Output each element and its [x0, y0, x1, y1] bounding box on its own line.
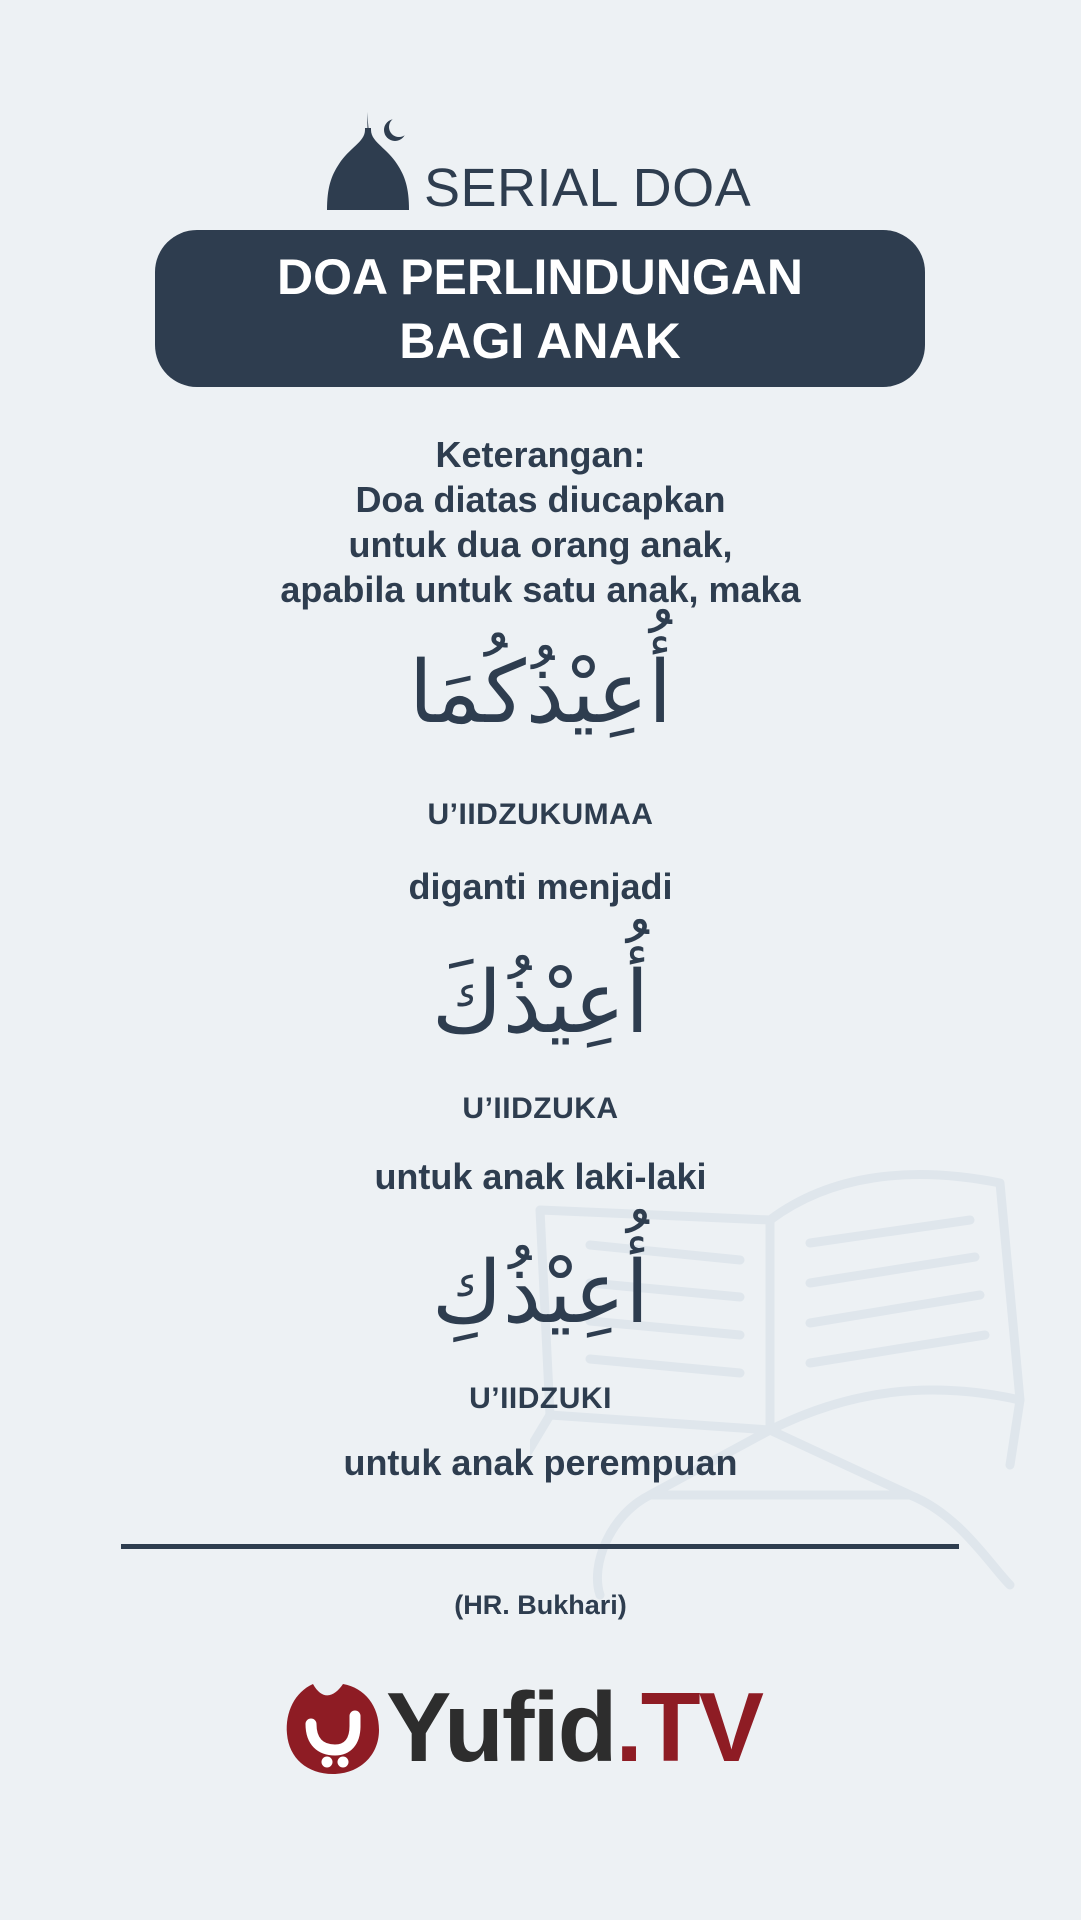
logo-text-yufid: Yufid	[386, 1672, 616, 1782]
note-heading: Keterangan:	[435, 434, 646, 475]
yufid-logo	[280, 1672, 810, 1782]
divider	[121, 1544, 959, 1549]
series-label: SERIAL DOA	[424, 158, 752, 218]
yufid-badge-icon	[283, 1676, 383, 1776]
title-line-2: BAGI ANAK	[399, 312, 681, 369]
arabic-text: أُعِيْذُكَ	[431, 953, 650, 1053]
arabic-text: أُعِيْذُكُمَا	[408, 643, 673, 743]
note-line: apabila untuk satu anak, maka	[280, 569, 801, 610]
logo-text-tv: .TV	[615, 1672, 763, 1782]
note-line: untuk dua orang anak,	[348, 524, 733, 565]
header	[0, 112, 1081, 222]
arabic-text: أُعِيْذُكِ	[431, 1243, 650, 1343]
caption: diganti menjadi	[408, 866, 673, 907]
mosque-dome-icon	[327, 112, 411, 210]
logo-wordmark	[386, 1672, 762, 1782]
title-banner	[155, 230, 925, 387]
transliteration: U’IIDZUKA	[462, 1092, 619, 1125]
title-line-1: DOA PERLINDUNGAN	[277, 248, 803, 305]
transliteration: U’IIDZUKI	[469, 1382, 612, 1415]
transliteration: U’IIDZUKUMAA	[427, 798, 654, 831]
hadith-source: (HR. Bukhari)	[454, 1590, 627, 1620]
note-line: Doa diatas diucapkan	[355, 479, 726, 520]
caption: untuk anak laki-laki	[374, 1156, 707, 1197]
note-block	[0, 432, 1081, 612]
caption: untuk anak perempuan	[343, 1442, 738, 1483]
